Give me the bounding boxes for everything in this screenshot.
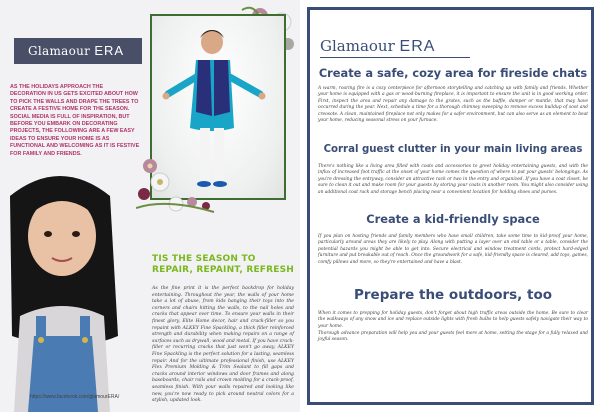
section-heading-clutter: Corral guest clutter in your main living areas: [323, 144, 583, 155]
intro-paragraph: AS THE HOLIDAYS APPROACH THE DECORATION IN US GETS EXCITED ABOUT HOW TO PICK THE WALLS AND DRAPE THE TREES TO CREATE A FESTIVE HOME FOR THE SEASON. SOCIAL MEDIA IS FULL OF INSPIRATION, BUT BEFORE YOU EMBARK ON DECORATING PROJECTS, THE FOLLOWING ARE A FEW EASY IDEAS TO ENSURE YOUR HOME IS AS FUNCTIONAL AND WELCOMING AS IT IS FESTIVE FOR FAMILY AND FRIENDS.: [10, 84, 140, 157]
section-heading-repair: TIS THE SEASON TO REPAIR, REPAINT, REFRESH: [152, 254, 295, 275]
section-body-outdoors-closing: Thorough advance preparation will help you and your guests feel more at home, setting the stage for a fully relaxed and joyful season.: [318, 331, 588, 343]
section-body-fireside: A warm, roaring fire is a cozy centerpiece for afternoon storytelling and catching up with family and friends. Whether your home is equipped with a gas or wood-burning fireplace, it is important to ensure the unit is in good working order. First, inspect the area and repair any damage to the grates, such as the baffle, damper or mantle, that may have occurred during the year. Next, schedule a time for a thorough chimney sweeping to remove excess buildup of soot and creosote. A clean, maintained fireplace not only makes for a safer environment, but can also serve as an element to beat your home, reducing seasonal stress on your furnace.: [318, 86, 588, 124]
section-body-clutter: There's nothing like a living area filled with coats and accessories to greet holiday entertaining guests, and with the influx of increased foot traffic at the onset of your home comes the question of where to put your guests' belongings. As you're dressing the entryway, consider an attractive rack or two in the entry and organized. If you have a coat closet, be sure to clean it out and make room for your guests by storing your coats in another room. You might also consider using an additional coat rack and storage bench placing near a convenient location for holding shoes and purses.: [318, 164, 588, 195]
section-body-outdoors: When it comes to prepping for holiday guests, don't forget about high traffic areas outside the home. Be sure to clear the walkways of any snow and ice and replace outside lights with fresh bulbs to help guests safely navigate their way to your home.: [318, 311, 588, 329]
section-heading-kids: Create a kid-friendly space: [366, 212, 540, 226]
facebook-url-link[interactable]: https://www.facebook.com/glamourERA/: [30, 394, 120, 400]
floral-decoration-bottom-icon: [136, 154, 216, 218]
section-heading-outdoors: Prepare the outdoors, too: [354, 287, 552, 303]
brand-logo-right: Glamaour ERA: [320, 37, 435, 56]
girl-figure-icon: [0, 166, 140, 412]
girl-photo: [0, 166, 140, 412]
section-body-kids: If you plan on hosting friends and family members who have small children, take some time to kid-proof your home, particularly around areas they are likely to play. Along with putting a layer over an end table or a table, consider the potential hazards you might be able to get into. Secure electrical and window treatment cords, protect hard-edged furniture and put breakable out of reach. Once the groundwork for a safe, kid-friendly space is cleared, add toys, games, comfy pillows and more, so they're entertained and have a blast.: [318, 234, 588, 265]
section-body-repair: As the fine print it is the perfect backdrop for holiday entertaining. Throughout the year, the walls of your home take a lot of abuse, from kids banging their toys into the corners and chairs hitting the walls, to the nail holes and cracks that appear over time. To ensure your walls in their finest glory, Elite Home decor, hair and crack-filler so you repaint with ALKEY Fine Spackling, a thick filler reinforced strength and durability when making repairs on a range of surfaces such as drywall, wood and metal. If you have crack-filler or recurring cracks that just won't go away, ALKEY Fine Spackling is the perfect solution for a lasting, seamless repair. And for the ultimate professional finish, use ALKEY Flex Premium Molding & Trim Sealant to fill gaps and cracks around interior windows and door frames and along baseboards, chair rails and crown molding for a crack-proof, seamless finish. With your walls repaired and looking like new, you're now ready to pick around neutral colors for a stylish, updated look.: [152, 286, 294, 404]
brand-logo-left: [14, 38, 142, 64]
right-page: [300, 0, 600, 412]
brand-logo-text: Glamaour ERA: [28, 43, 125, 58]
section-heading-fireside: Create a safe, cozy area for fireside chats: [318, 66, 588, 80]
logo-underline: [320, 57, 470, 58]
